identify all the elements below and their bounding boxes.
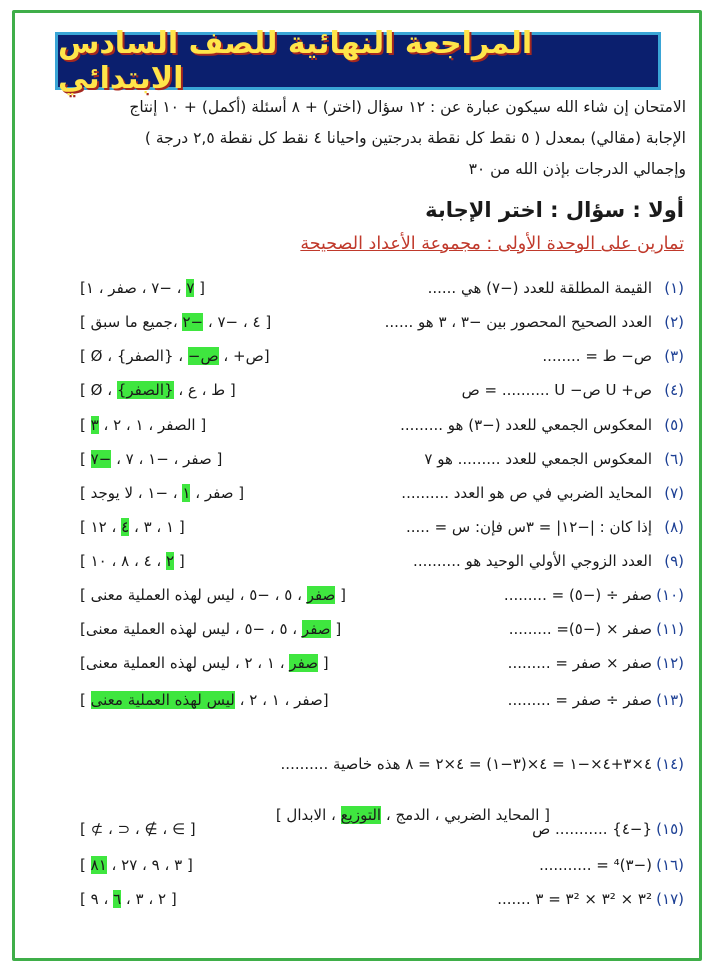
- question-number: (١٧): [656, 890, 684, 908]
- choice-text: ، ٩ ]: [80, 890, 109, 908]
- answer-highlight: ٣: [90, 416, 99, 434]
- answer-choices: [80, 416, 206, 434]
- answer-highlight: ص−: [187, 347, 219, 365]
- choice-text: ]: [80, 856, 86, 874]
- choice-text: ، ٥ ، −٥ ، ليس لهذه العملية معنى]: [80, 620, 298, 638]
- answer-highlight: ٦: [113, 890, 122, 908]
- question-text: العدد الصحيح المحصور بين −٣ ، ٣ هو ......: [384, 313, 652, 331]
- intro-line-1: الامتحان إن شاء الله سيكون عبارة عن : ١٢ سؤال (اختر) + ٨ أسئلة (أكمل) + ١٠ إنتاج: [129, 98, 686, 116]
- answer-highlight: ليس لهذه العملية معنى: [90, 691, 235, 709]
- question-text: القيمة المطلقة للعدد (−٧) هي ......: [427, 279, 652, 297]
- section-heading: أولا : سؤال : اختر الإجابة: [425, 198, 684, 222]
- choice-text: ، Ø ]: [80, 381, 113, 399]
- question-row: [40, 515, 684, 545]
- question-text: إذا كان : |−١٢| = ٣س فإن: س = .....: [405, 518, 652, 536]
- choice-text: [ ∋ ، ∌ ، ⊂ ، ⊅ ]: [80, 820, 196, 838]
- choice-text: [: [335, 620, 342, 638]
- q14-answer-highlight: التوزيع: [340, 806, 382, 824]
- question-number: (٨): [664, 518, 684, 536]
- question-text: المعكوس الجمعي للعدد ......... هو ٧: [424, 450, 652, 468]
- choice-text: ]: [80, 691, 86, 709]
- choice-text: [: [322, 654, 329, 672]
- title-banner: [55, 26, 661, 96]
- choice-text: ]: [80, 450, 86, 468]
- choice-text: [ ٣ ، ٩ ، ٢٧ ،: [111, 856, 193, 874]
- question-text: ص+ U ص− U .......... = ص: [461, 381, 652, 399]
- answer-choices: [80, 654, 329, 672]
- question-row: [40, 853, 684, 883]
- question-number: (١٥): [656, 820, 684, 838]
- answer-highlight: صفر: [306, 586, 336, 604]
- answer-choices: [80, 484, 244, 502]
- question-number: (١٦): [656, 856, 684, 874]
- answer-highlight: −٧: [90, 450, 112, 468]
- question-row: [40, 887, 684, 917]
- intro-line-3: وإجمالي الدرجات بإذن الله من ٣٠: [468, 160, 686, 178]
- answer-choices: [80, 450, 222, 468]
- answer-choices: [80, 856, 193, 874]
- question-text: ص− ط = ........: [542, 347, 652, 365]
- question-row: [40, 344, 684, 374]
- choice-text: [ ١ ، ٣ ،: [133, 518, 185, 536]
- question-number: (٧): [664, 484, 684, 502]
- choice-text: ، ١٢ ]: [80, 518, 117, 536]
- answer-choices: [80, 820, 196, 838]
- question-text: صفر × (−٥)= .........: [508, 620, 652, 638]
- choice-text: [ ط ، ع ،: [178, 381, 236, 399]
- answer-choices: [80, 691, 329, 709]
- question-number: (٩): [664, 552, 684, 570]
- question-row: [40, 481, 684, 511]
- question-number: (١٣): [656, 691, 684, 709]
- question-row: [40, 310, 684, 340]
- choice-text: [صفر ، ١ ، ٢ ،: [239, 691, 329, 709]
- answer-highlight: ٧: [186, 279, 195, 297]
- answer-highlight: {الصفر}: [116, 381, 174, 399]
- question-row: [40, 583, 684, 613]
- q14-choices-pre: [ المحايد الضربي ، الدمج ،: [385, 806, 550, 824]
- choice-text: [ص+ ،: [223, 347, 270, 365]
- choice-text: [ صفر ، −١ ، ٧ ،: [116, 450, 223, 468]
- answer-choices: [80, 279, 205, 297]
- choice-text: ،جميع ما سبق ]: [80, 313, 178, 331]
- question-row: [40, 276, 684, 306]
- question-number: (٤): [664, 381, 684, 399]
- answer-highlight: ٤: [121, 518, 130, 536]
- question-number: (٣): [664, 347, 684, 365]
- question-text: (−٣)⁴ = ...........: [539, 856, 652, 874]
- choice-text: ، ١ ، ٢ ، ليس لهذه العملية معنى]: [80, 654, 285, 672]
- question-row: [40, 447, 684, 477]
- question-text: المحايد الضربي في ص هو العدد ..........: [401, 484, 652, 502]
- answer-choices: [80, 518, 185, 536]
- choice-text: [ ٤ ، −٧ ،: [207, 313, 272, 331]
- question-number: (١٤): [656, 755, 684, 773]
- answer-choices: [80, 890, 177, 908]
- intro-line-2: الإجابة (مقالي) بمعدل ( ٥ نقط كل نقطة بدرجتين واحيانا ٤ نقط كل نقطة ٢,٥ درجة ): [144, 129, 686, 147]
- unit-heading: تمارين على الوحدة الأولى : مجموعة الأعداد الصحيحة: [300, 234, 684, 254]
- answer-choices: [80, 552, 185, 570]
- choice-text: ، {الصفر} ، Ø ]: [80, 347, 184, 365]
- choice-text: [ الصفر ، ١ ، ٢ ،: [103, 416, 207, 434]
- answer-choices: [80, 586, 346, 604]
- question-number: (١): [664, 279, 684, 297]
- exam-intro: [26, 92, 686, 185]
- question-number: (٢): [664, 313, 684, 331]
- choice-text: [: [340, 586, 346, 604]
- question-row: [40, 378, 684, 408]
- answer-highlight: ٨١: [90, 856, 107, 874]
- question-text: العدد الزوجي الأولي الوحيد هو ..........: [413, 552, 652, 570]
- choice-text: ، ٤ ، ٨ ، ١٠ ]: [80, 552, 162, 570]
- question-text: صفر ÷ صفر = .........: [507, 691, 652, 709]
- choice-text: [ ٢ ، ٣ ،: [125, 890, 177, 908]
- question-number: (١١): [656, 620, 684, 638]
- choice-text: ، ٥ ، −٥ ، ليس لهذه العملية معنى ]: [80, 586, 302, 604]
- page-title: المراجعة النهائية للصف السادس الابتدائي: [58, 26, 533, 96]
- answer-highlight: −٢: [182, 313, 204, 331]
- answer-highlight: ١: [182, 484, 191, 502]
- question-text: ٤×٣+٤×−١ = ٤×(٣−١) = ٤×٢ = ٨ هذه خاصية ..........: [280, 755, 652, 773]
- answer-choices: [80, 381, 236, 399]
- question-text: ٣² × ٣² × ٣² = ٣ .......: [497, 890, 652, 908]
- question-row: [40, 413, 684, 443]
- answer-highlight: ٢: [166, 552, 175, 570]
- question-text: صفر ÷ (−٥) = .........: [503, 586, 652, 604]
- question-text: {−٤} ........... ص: [532, 820, 652, 838]
- question-text: صفر × صفر = .........: [507, 654, 652, 672]
- answer-highlight: صفر: [301, 620, 331, 638]
- answer-highlight: صفر: [289, 654, 318, 672]
- question-row: [40, 549, 684, 579]
- question-row: [40, 651, 684, 681]
- answer-choices: [80, 347, 270, 365]
- question-row: [40, 617, 684, 647]
- answer-choices: [80, 620, 341, 638]
- question-number: (١٢): [656, 654, 684, 672]
- choice-text: [: [199, 279, 206, 297]
- q14-choices-post: ، الابدال ]: [275, 806, 336, 824]
- question-number: (٥): [664, 416, 684, 434]
- question-row: [40, 752, 684, 782]
- choice-text: [ صفر ،: [195, 484, 245, 502]
- choice-text: [: [178, 552, 185, 570]
- q14-choices: [276, 806, 550, 824]
- choice-text: ، −٧ ، صفر ، ١]: [80, 279, 182, 297]
- question-row: [40, 688, 684, 718]
- question-number: (٦): [664, 450, 684, 468]
- answer-choices: [80, 313, 271, 331]
- choice-text: ، −١ ، لا يوجد ]: [80, 484, 178, 502]
- choice-text: ]: [80, 416, 86, 434]
- question-number: (١٠): [656, 586, 684, 604]
- question-text: المعكوس الجمعي للعدد (−٣) هو .........: [400, 416, 652, 434]
